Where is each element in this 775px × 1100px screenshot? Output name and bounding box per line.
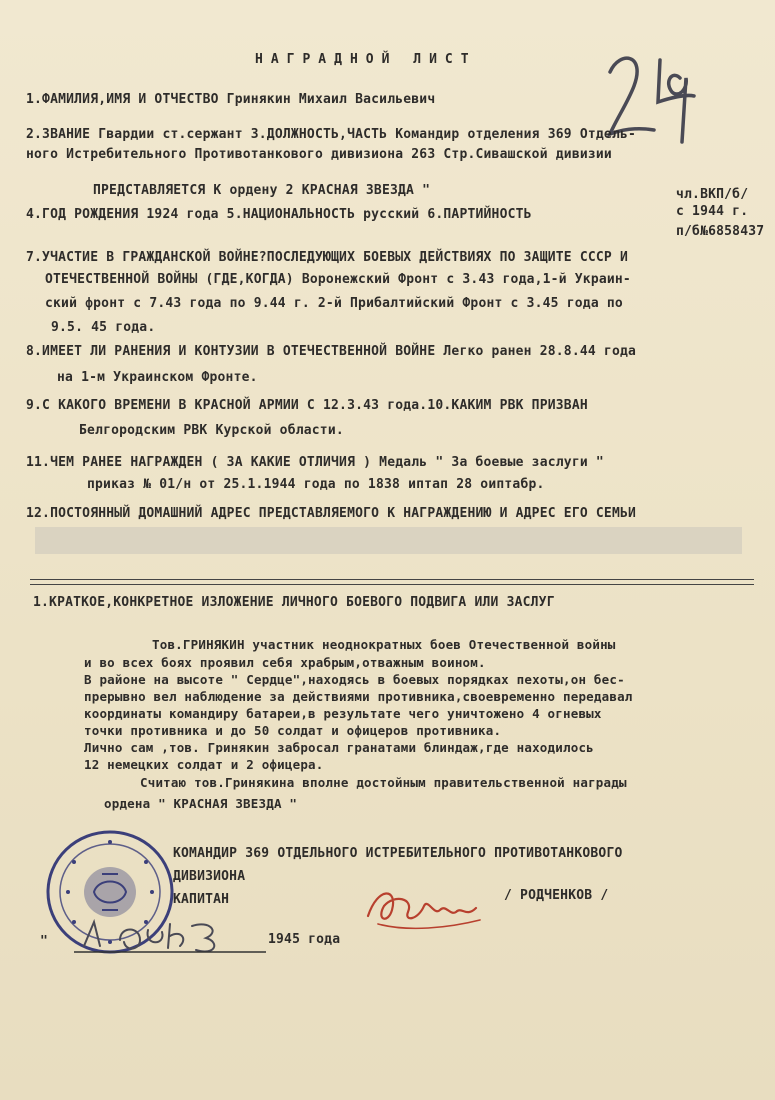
- field-11-previous-awards: 11.ЧЕМ РАНЕЕ НАГРАЖДЕН ( ЗА КАКИЕ ОТЛИЧИЯ ) Медаль " За боевые заслуги ": [26, 455, 604, 470]
- citation-line-9: Считаю тов.Гринякина вполне достойным правительственной награды: [140, 775, 627, 790]
- field-11-line-2: приказ № 01/н от 25.1.1944 года по 1838 иптап 28 оиптабр.: [87, 477, 545, 492]
- handwritten-date: [70, 912, 270, 960]
- field-9-10-service: 9.С КАКОГО ВРЕМЕНИ В КРАСНОЙ АРМИИ С 12.3.43 года.10.КАКИМ РВК ПРИЗВАН: [26, 398, 588, 413]
- section-1-heading: 1.КРАТКОЕ,КОНКРЕТНОЕ ИЗЛОЖЕНИЕ ЛИЧНОГО БОЕВОГО ПОДВИГА ИЛИ ЗАСЛУГ: [33, 595, 555, 610]
- citation-line-10: ордена " КРАСНАЯ ЗВЕЗДА ": [104, 796, 298, 811]
- citation-line-4: прерывно вел наблюдение за действиями противника,своевременно передавал: [84, 689, 633, 704]
- citation-line-3: В районе на высоте " Сердце",находясь в боевых порядках пехоты,он бес-: [84, 672, 625, 687]
- signatory-rank: КАПИТАН: [173, 892, 230, 907]
- field-7-line-2: ОТЕЧЕСТВЕННОЙ ВОЙНЫ (ГДЕ,КОГДА) Воронежский Фронт с 3.43 года,1-й Украин-: [45, 272, 631, 287]
- field-7-participation: 7.УЧАСТИЕ В ГРАЖДАНСКОЙ ВОЙНЕ?ПОСЛЕДУЮЩИХ БОЕВЫХ ДЕЙСТВИЯХ ПО ЗАЩИТЕ СССР И: [26, 250, 628, 265]
- divider-line-1: [30, 579, 754, 580]
- date-year: 1945 года: [268, 932, 341, 947]
- field-4-6-birth-nationality: 4.ГОД РОЖДЕНИЯ 1924 года 5.НАЦИОНАЛЬНОСТЬ русский 6.ПАРТИЙНОСТЬ: [26, 207, 532, 222]
- field-8-line-2: на 1-м Украинском Фронте.: [57, 370, 258, 385]
- signatory-title-line-2: ДИВИЗИОНА: [173, 869, 246, 884]
- citation-line-5: координаты командиру батареи,в результате чего уничтожено 4 огневых: [84, 706, 602, 721]
- field-8-wounds: 8.ИМЕЕТ ЛИ РАНЕНИЯ И КОНТУЗИИ В ОТЕЧЕСТВЕННОЙ ВОЙНЕ Легко ранен 28.8.44 года: [26, 344, 637, 359]
- divider-line-2: [30, 584, 754, 585]
- field-7-line-4: 9.5. 45 года.: [51, 320, 156, 335]
- nominated-for: ПРЕДСТАВЛЯЕТСЯ К ордену 2 КРАСНАЯ ЗВЕЗДА ": [93, 183, 431, 198]
- document-title: НАГРАДНОЙ ЛИСТ: [255, 52, 477, 67]
- field-12-address: 12.ПОСТОЯННЫЙ ДОМАШНИЙ АДРЕС ПРЕДСТАВЛЯЕМОГО К НАГРАЖДЕНИЮ И АДРЕС ЕГО СЕМЬИ: [26, 506, 637, 521]
- citation-line-6: точки противника и до 50 солдат и офицеров противника.: [84, 723, 502, 738]
- field-1-full-name: 1.ФАМИЛИЯ,ИМЯ И ОТЧЕСТВО Гринякин Михаил Васильевич: [26, 92, 436, 107]
- field-2-3-rank-position: 2.ЗВАНИЕ Гвардии ст.сержант 3.ДОЛЖНОСТЬ,ЧАСТЬ Командир отделения 369 Отдель-: [26, 127, 637, 142]
- field-7-line-3: ский фронт с 7.43 года по 9.44 г. 2-й Прибалтийский Фронт с 3.45 года по: [45, 296, 623, 311]
- field-10-line-2: Белгородским РВК Курской области.: [79, 423, 344, 438]
- citation-line-2: и во всех боях проявил себя храбрым,отважным воином.: [84, 655, 486, 670]
- redacted-address: [35, 527, 742, 554]
- party-card-number: п/б№6858437: [676, 224, 765, 239]
- handwritten-signature: [358, 876, 488, 936]
- date-open-quote: ": [40, 934, 49, 949]
- signatory-name: / РОДЧЕНКОВ /: [504, 888, 609, 903]
- party-membership-line-2: с 1944 г.: [676, 204, 749, 219]
- citation-line-8: 12 немецких солдат и 2 офицера.: [84, 757, 324, 772]
- citation-line-7: Лично сам ,тов. Гринякин забросал гранатами блиндаж,где находилось: [84, 740, 594, 755]
- field-3-unit-continued: ного Истребительного Противотанкового дивизиона 263 Стр.Сивашской дивизии: [26, 147, 612, 162]
- signatory-title: КОМАНДИР 369 ОТДЕЛЬНОГО ИСТРЕБИТЕЛЬНОГО ПРОТИВОТАНКОВОГО: [173, 846, 623, 861]
- party-membership-line-1: чл.ВКП/б/: [676, 187, 749, 202]
- citation-line-1: Тов.ГРИНЯКИН участник неоднократных боев Отечественной войны: [152, 637, 616, 652]
